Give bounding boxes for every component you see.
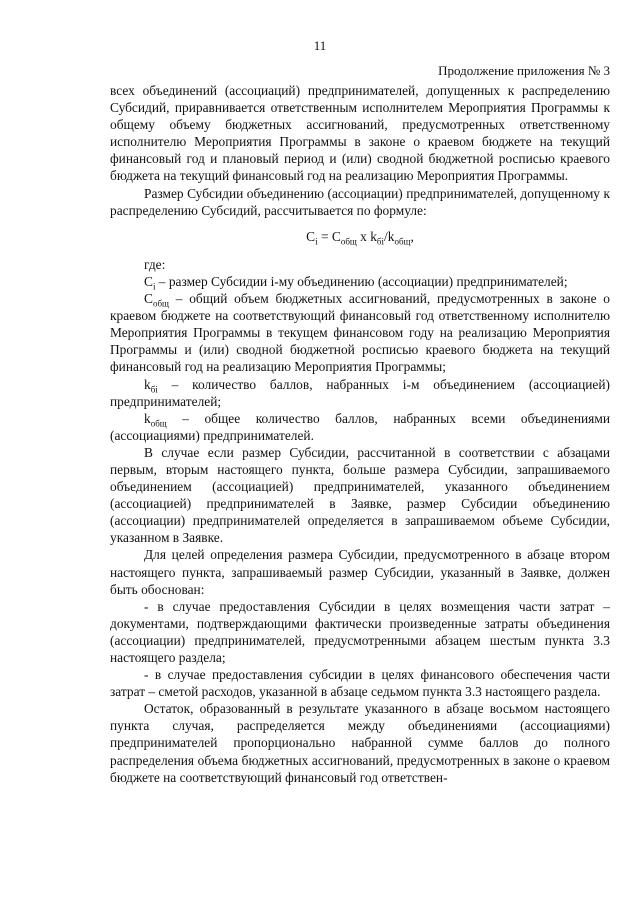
def-kobsh-symbol: k [144,410,151,426]
paragraph-1: всех объединений (ассоциаций) предпринимателей, допущенных к распределению Субсидий, приравнивается ответственным исполнителем Мероприятия Программы к общему объему бюджетных ассигнований, предусмотренных ответственному исполнителю Мероприятия Программы в законе о краевом бюджете на текущий финансовый год и плановый период и (или) сводной бюджетной росписью краевого бюджета на текущий финансовый год на реализацию Мероприятия Программы. [110,83,610,184]
definition-kbi [110,376,610,410]
paragraph-3: В случае если размер Субсидии, рассчитанной в соответствии с абзацами первым, вторым настоящего пункта, больше размера Субсидии, запрашиваемого объединением (ассоциацией) предпринимателей, указанного объединением (ассоциацией) предпринимателей в Заявке, размер Субсидии объединению (ассоциации) предпринимателей определяется в запрашиваемом объеме Субсидии, указанном в Заявке. [110,444,610,546]
formula-slash: /k [384,228,395,244]
formula-eq: = C [317,228,341,244]
paragraph-2: Размер Субсидии объединению (ассоциации) предпринимателей, допущенному к распределению Субсидий, рассчитывается по формуле: [110,185,610,218]
bullet-1: - в случае предоставления Субсидии в целях возмещения части затрат – документами, подтверждающими фактически произведенные затраты объединения (ассоциации) предпринимателей, предусмотренными абзацем шестым пункта 3.3 настоящего раздела; [110,598,610,665]
bullet-2: - в случае предоставления субсидии в целях финансового обеспечения части затрат – сметой расходов, указанной в абзаце седьмом пункта 3.3 настоящего раздела. [110,667,610,700]
def-kbi-sub: бi [150,384,158,395]
def-cobsh-symbol: C [144,291,153,307]
def-ci-sub: i [152,281,156,292]
definition-cobsh [110,290,610,375]
formula-mult: x k [356,228,377,244]
definition-ci [110,273,610,290]
formula-ktotal-sub: общ [394,236,411,247]
def-ci-symbol: C [144,273,153,289]
appendix-header: Продолжение приложения № 3 [438,63,610,78]
def-kobsh-text: – общее количество баллов, набранных всеми объединениями (ассоциациями) предпринимателей. [110,410,610,443]
def-kobsh-sub: общ [150,418,167,429]
formula-k-sub: бi [376,236,385,247]
def-kbi-symbol: k [144,376,151,392]
formula-total-sub: общ [340,236,357,247]
def-ci-text: – размер Субсидии i-му объединению (ассоциации) предпринимателей; [155,273,568,289]
formula-lhs-sub: i [315,236,318,247]
page-number: 11 [313,38,327,53]
def-cobsh-sub: общ [152,298,169,309]
formula [110,219,610,256]
formula-lhs: C [306,228,316,244]
paragraph-4: Для целей определения размера Субсидии, предусмотренного в абзаце втором настоящего пункта, запрашиваемый размер Субсидии, указанный в Заявке, должен быть обоснован: [110,547,610,597]
where-label: где: [144,256,166,272]
formula-end: , [410,228,414,244]
body-text [110,82,610,786]
def-kbi-text: – количество баллов, набранных i-м объединением (ассоциацией) предпринимателей; [110,376,610,409]
paragraph-5: Остаток, образованный в результате указанного в абзаце восьмом настоящего пункта случая, распределяется между объединениями (ассоциациями) предпринимателей пропорционально набранной сумме баллов до полного распределения объема бюджетных ассигнований, предусмотренных в законе о краевом бюджете на соответствующий финансовый год ответствен- [110,701,610,785]
def-cobsh-text: – общий объем бюджетных ассигнований, предусмотренных в законе о краевом бюджете на соответствующий финансовый год ответственному исполнителю Мероприятия Программы в текущем финансовом году на реализацию Мероприятия Программы и (или) сводной бюджетной росписью краевого бюджета на текущий финансовый год на реализацию Мероприятия Программы; [110,291,610,375]
definition-kobsh [110,410,610,444]
